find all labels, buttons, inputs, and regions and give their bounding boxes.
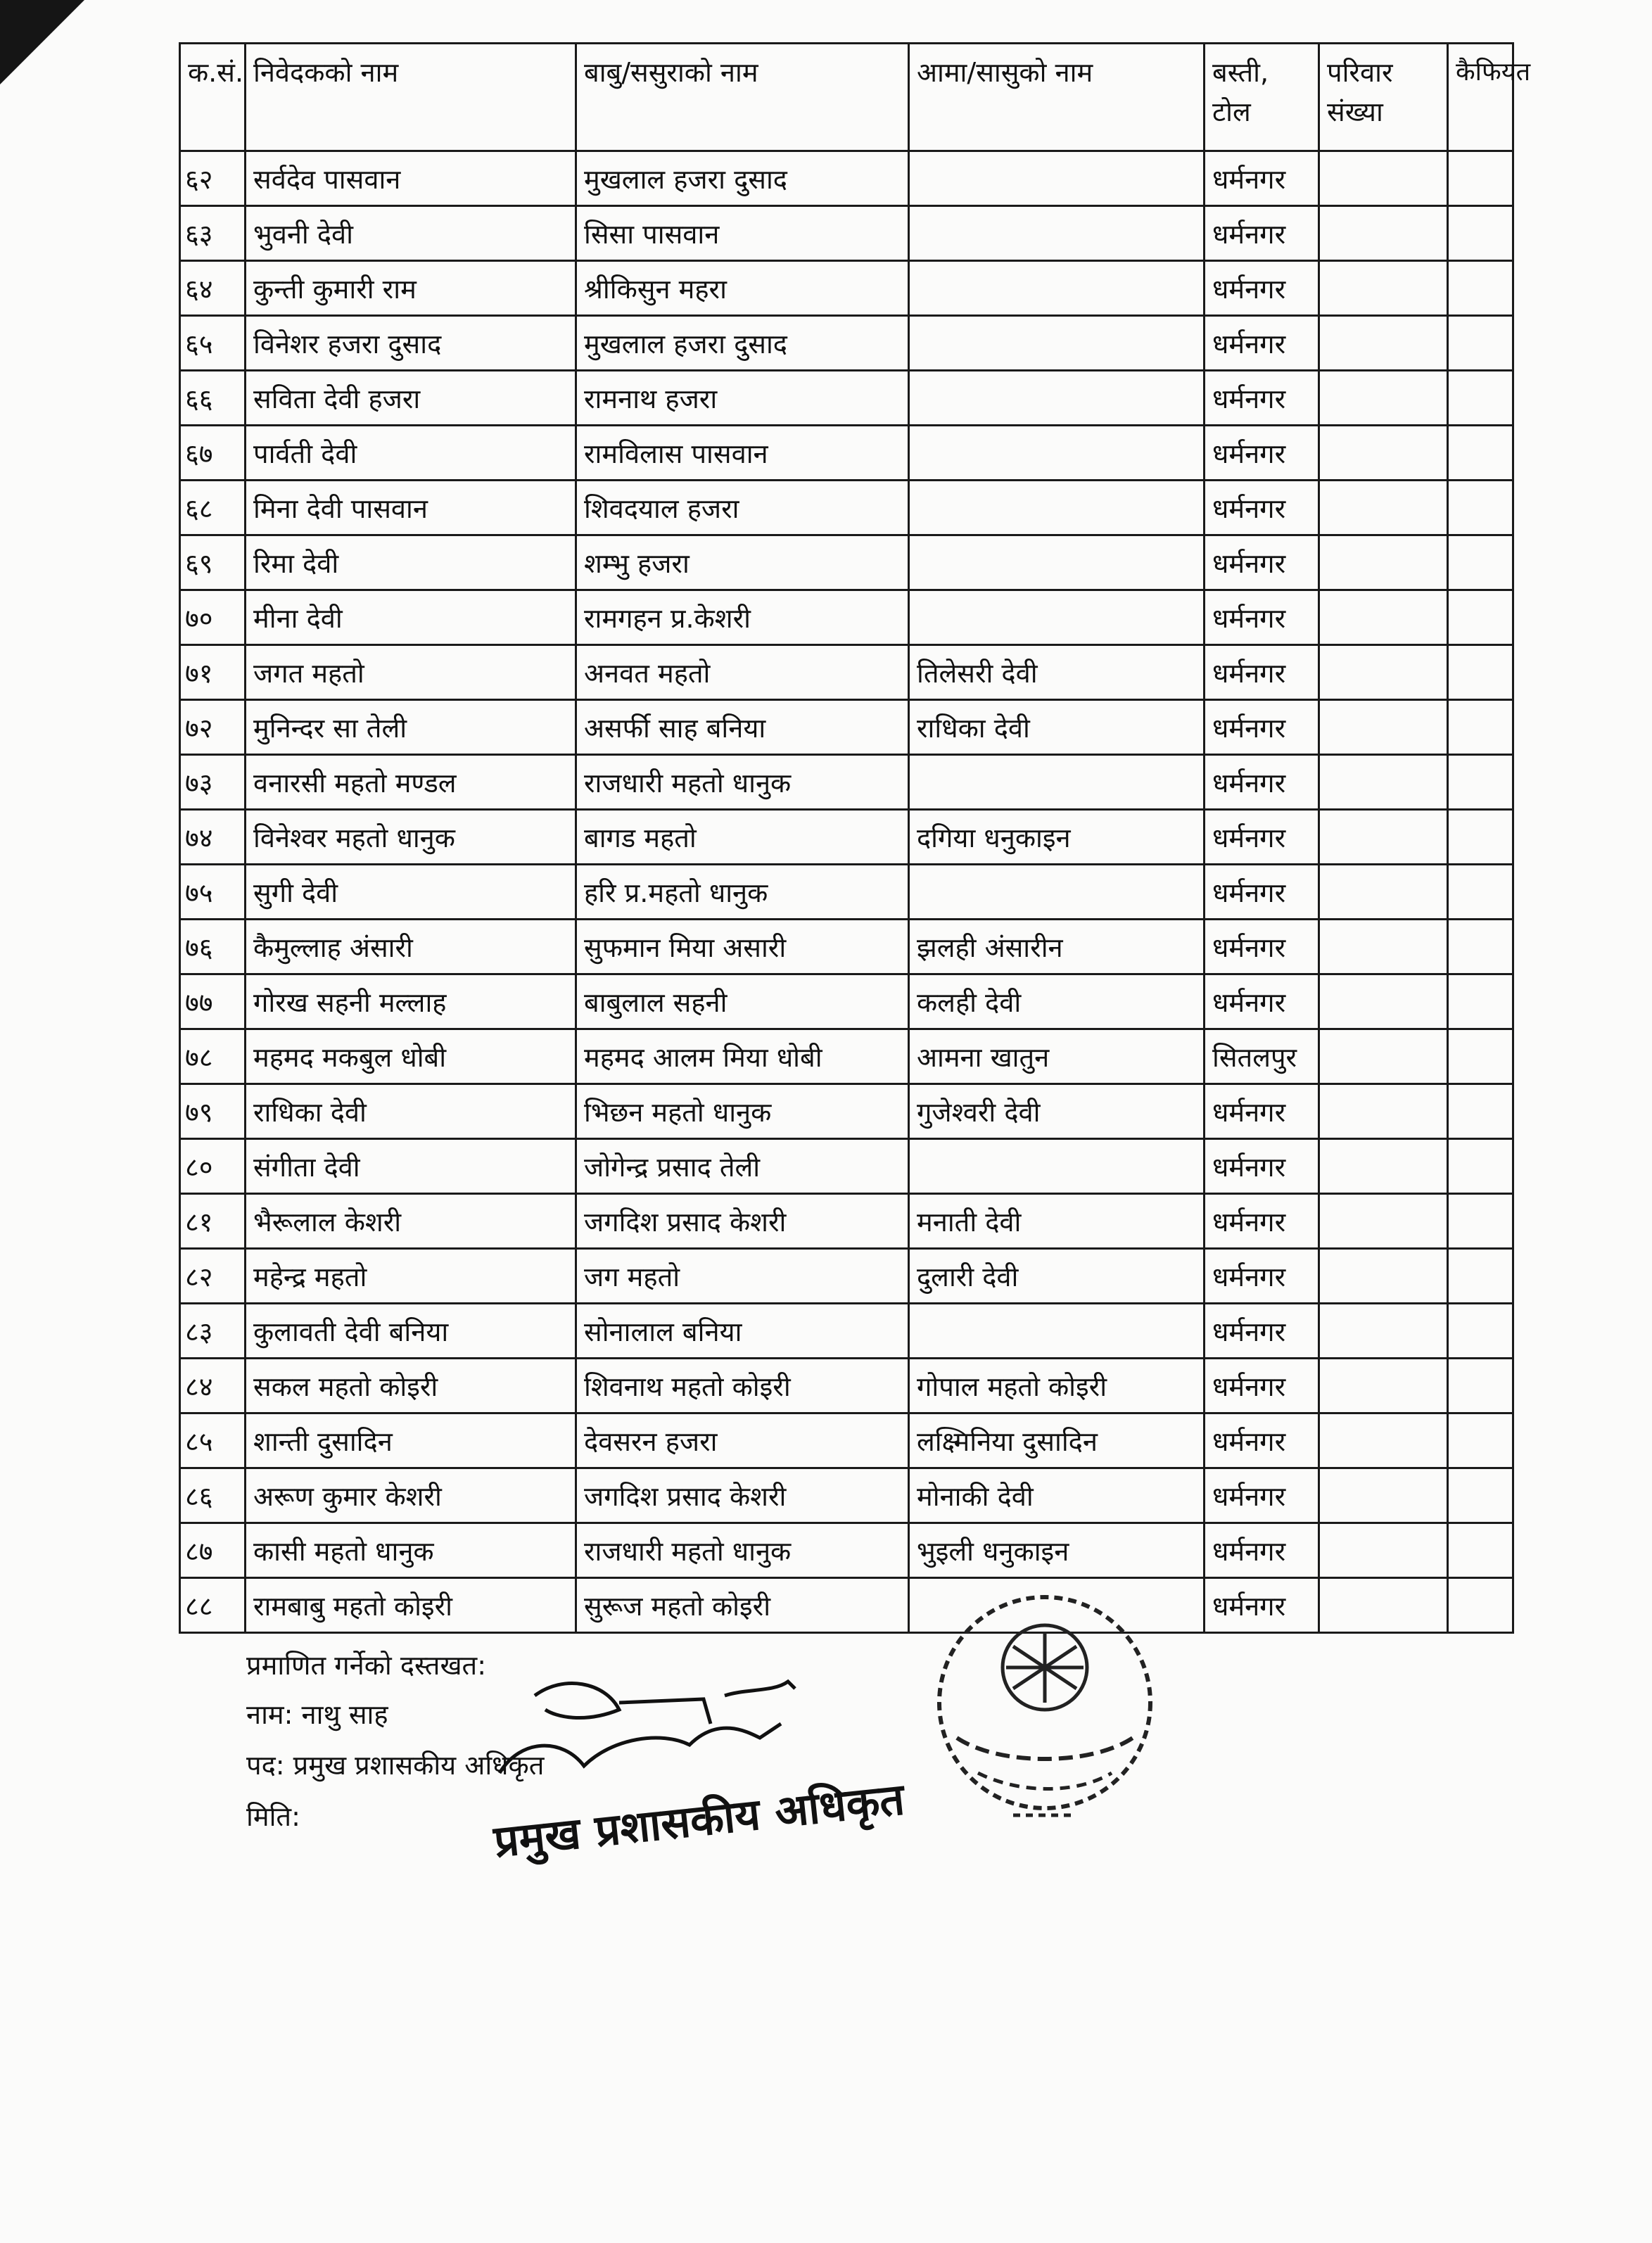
cell-mother-name: [909, 865, 1205, 920]
cell-serial: ६६: [180, 371, 246, 426]
cell-settlement: धर्मनगर: [1205, 1249, 1319, 1304]
certifier-post: पद: प्रमुख प्रशासकीय अधिकृत: [246, 1750, 545, 1781]
cell-mother-name: [909, 151, 1205, 206]
cell-remarks: [1448, 920, 1513, 974]
cell-serial: ६५: [180, 316, 246, 371]
cell-family-size: [1319, 481, 1448, 535]
cell-serial: ७२: [180, 700, 246, 755]
table-row: [180, 1139, 1513, 1194]
cell-remarks: [1448, 1468, 1513, 1523]
cell-settlement: धर्मनगर: [1205, 1084, 1319, 1139]
cell-family-size: [1319, 865, 1448, 920]
cell-remarks: [1448, 316, 1513, 371]
cell-settlement: धर्मनगर: [1205, 481, 1319, 535]
cell-applicant-name: भैरूलाल केशरी: [246, 1194, 576, 1249]
table-row: [180, 920, 1513, 974]
table-row: [180, 974, 1513, 1029]
cell-father-name: मुखलाल हजरा दुसाद: [576, 151, 909, 206]
cell-family-size: [1319, 645, 1448, 700]
table-row: [180, 1194, 1513, 1249]
cell-mother-name: राधिका देवी: [909, 700, 1205, 755]
cell-settlement: धर्मनगर: [1205, 261, 1319, 316]
cell-mother-name: [909, 590, 1205, 645]
cell-family-size: [1319, 1249, 1448, 1304]
cell-settlement: धर्मनगर: [1205, 920, 1319, 974]
cell-applicant-name: संगीता देवी: [246, 1139, 576, 1194]
cell-father-name: महमद आलम मिया धोबी: [576, 1029, 909, 1084]
header-settlement: बस्ती, टोल: [1205, 44, 1319, 151]
cell-serial: ७८: [180, 1029, 246, 1084]
cell-serial: ८८: [180, 1578, 246, 1633]
cell-settlement: सितलपुर: [1205, 1029, 1319, 1084]
cell-applicant-name: सकल महतो कोइरी: [246, 1359, 576, 1413]
cell-serial: ८३: [180, 1304, 246, 1359]
cell-remarks: [1448, 974, 1513, 1029]
cell-settlement: धर्मनगर: [1205, 1359, 1319, 1413]
cell-family-size: [1319, 1304, 1448, 1359]
cell-remarks: [1448, 1304, 1513, 1359]
cell-father-name: रामनाथ हजरा: [576, 371, 909, 426]
cell-serial: ६७: [180, 426, 246, 481]
cell-father-name: देवसरन हजरा: [576, 1413, 909, 1468]
cell-serial: ७१: [180, 645, 246, 700]
cell-father-name: जोगेन्द्र प्रसाद तेली: [576, 1139, 909, 1194]
cell-serial: ७९: [180, 1084, 246, 1139]
cell-remarks: [1448, 700, 1513, 755]
cell-remarks: [1448, 481, 1513, 535]
cell-remarks: [1448, 590, 1513, 645]
cell-serial: ७७: [180, 974, 246, 1029]
cell-mother-name: गुजेश्वरी देवी: [909, 1084, 1205, 1139]
cell-settlement: धर्मनगर: [1205, 700, 1319, 755]
cell-remarks: [1448, 1578, 1513, 1633]
cell-mother-name: [909, 316, 1205, 371]
officer-stamp-text: प्रमुख प्रशासकीय अधिकृत: [491, 1773, 907, 1868]
cell-father-name: भिछन महतो धानुक: [576, 1084, 909, 1139]
table-row: [180, 316, 1513, 371]
cell-applicant-name: राधिका देवी: [246, 1084, 576, 1139]
cell-applicant-name: कुलावती देवी बनिया: [246, 1304, 576, 1359]
table-row: [180, 261, 1513, 316]
cell-serial: ६४: [180, 261, 246, 316]
table-row: [180, 1523, 1513, 1578]
cell-serial: ८१: [180, 1194, 246, 1249]
table-row: [180, 1249, 1513, 1304]
cell-family-size: [1319, 1029, 1448, 1084]
cell-remarks: [1448, 755, 1513, 810]
cell-family-size: [1319, 261, 1448, 316]
cell-mother-name: आमना खातुन: [909, 1029, 1205, 1084]
cell-applicant-name: विनेशर हजरा दुसाद: [246, 316, 576, 371]
cell-family-size: [1319, 316, 1448, 371]
scan-corner-shadow: [0, 0, 84, 84]
cell-settlement: धर्मनगर: [1205, 1468, 1319, 1523]
table-row: [180, 1084, 1513, 1139]
cell-remarks: [1448, 810, 1513, 865]
cell-serial: ७४: [180, 810, 246, 865]
cell-father-name: बाबुलाल सहनी: [576, 974, 909, 1029]
cell-family-size: [1319, 810, 1448, 865]
certification-date: मिति:: [246, 1801, 300, 1832]
cell-settlement: धर्मनगर: [1205, 371, 1319, 426]
cell-remarks: [1448, 1413, 1513, 1468]
table-row: [180, 755, 1513, 810]
cell-remarks: [1448, 1194, 1513, 1249]
table-row: [180, 481, 1513, 535]
cell-father-name: मुखलाल हजरा दुसाद: [576, 316, 909, 371]
cell-remarks: [1448, 645, 1513, 700]
cell-mother-name: मनाती देवी: [909, 1194, 1205, 1249]
cell-mother-name: भुइली धनुकाइन: [909, 1523, 1205, 1578]
cell-mother-name: [909, 261, 1205, 316]
cell-mother-name: कलही देवी: [909, 974, 1205, 1029]
table-row: [180, 1468, 1513, 1523]
cell-family-size: [1319, 426, 1448, 481]
cell-remarks: [1448, 1139, 1513, 1194]
cell-serial: ८७: [180, 1523, 246, 1578]
table-row: [180, 1359, 1513, 1413]
cell-settlement: धर्मनगर: [1205, 1304, 1319, 1359]
cell-remarks: [1448, 151, 1513, 206]
cell-settlement: धर्मनगर: [1205, 590, 1319, 645]
cell-father-name: सुरूज महतो कोइरी: [576, 1578, 909, 1633]
cell-family-size: [1319, 535, 1448, 590]
table-row: [180, 700, 1513, 755]
cell-serial: ८६: [180, 1468, 246, 1523]
cell-father-name: जग महतो: [576, 1249, 909, 1304]
cell-settlement: धर्मनगर: [1205, 535, 1319, 590]
table-row: [180, 1304, 1513, 1359]
cell-settlement: धर्मनगर: [1205, 426, 1319, 481]
cell-mother-name: दगिया धनुकाइन: [909, 810, 1205, 865]
cell-father-name: शिवदयाल हजरा: [576, 481, 909, 535]
cell-father-name: जगदिश प्रसाद केशरी: [576, 1194, 909, 1249]
cell-mother-name: मोनाकी देवी: [909, 1468, 1205, 1523]
header-serial: क.सं.: [180, 44, 246, 151]
cell-family-size: [1319, 371, 1448, 426]
cell-mother-name: [909, 1304, 1205, 1359]
cell-mother-name: [909, 426, 1205, 481]
table-header-row: [180, 44, 1513, 151]
cell-applicant-name: अरूण कुमार केशरी: [246, 1468, 576, 1523]
cell-father-name: सोनालाल बनिया: [576, 1304, 909, 1359]
cell-settlement: धर्मनगर: [1205, 1139, 1319, 1194]
cell-serial: ८०: [180, 1139, 246, 1194]
cell-settlement: धर्मनगर: [1205, 1413, 1319, 1468]
cell-father-name: बागड महतो: [576, 810, 909, 865]
cell-settlement: धर्मनगर: [1205, 1523, 1319, 1578]
cell-remarks: [1448, 426, 1513, 481]
cell-family-size: [1319, 1523, 1448, 1578]
cell-remarks: [1448, 261, 1513, 316]
cell-serial: ६९: [180, 535, 246, 590]
cell-remarks: [1448, 1523, 1513, 1578]
table-row: [180, 151, 1513, 206]
table-row: [180, 645, 1513, 700]
cell-settlement: धर्मनगर: [1205, 810, 1319, 865]
cell-father-name: रामविलास पासवान: [576, 426, 909, 481]
cell-mother-name: [909, 1139, 1205, 1194]
cell-family-size: [1319, 1359, 1448, 1413]
table-row: [180, 865, 1513, 920]
cell-serial: ६२: [180, 151, 246, 206]
cell-mother-name: दुलारी देवी: [909, 1249, 1205, 1304]
cell-applicant-name: भुवनी देवी: [246, 206, 576, 261]
cell-father-name: असर्फी साह बनिया: [576, 700, 909, 755]
cell-serial: ८२: [180, 1249, 246, 1304]
table-row: [180, 1413, 1513, 1468]
cell-remarks: [1448, 371, 1513, 426]
cell-serial: ७६: [180, 920, 246, 974]
cell-family-size: [1319, 590, 1448, 645]
cell-family-size: [1319, 920, 1448, 974]
header-remarks: कैफियत: [1448, 44, 1513, 151]
cell-father-name: जगदिश प्रसाद केशरी: [576, 1468, 909, 1523]
cell-family-size: [1319, 1139, 1448, 1194]
applicant-table: [179, 42, 1531, 1634]
cell-serial: ८४: [180, 1359, 246, 1413]
cell-settlement: धर्मनगर: [1205, 1578, 1319, 1633]
cell-applicant-name: सर्वदेव पासवान: [246, 151, 576, 206]
cell-applicant-name: शान्ती दुसादिन: [246, 1413, 576, 1468]
cell-applicant-name: जगत महतो: [246, 645, 576, 700]
cell-family-size: [1319, 1468, 1448, 1523]
cell-applicant-name: मीना देवी: [246, 590, 576, 645]
cell-father-name: राजधारी महतो धानुक: [576, 1523, 909, 1578]
cell-family-size: [1319, 151, 1448, 206]
cell-applicant-name: मुनिन्दर सा तेली: [246, 700, 576, 755]
cell-settlement: धर्मनगर: [1205, 316, 1319, 371]
certifier-name: नाम: नाथु साह: [246, 1699, 388, 1730]
cell-applicant-name: कासी महतो धानुक: [246, 1523, 576, 1578]
cell-father-name: सुफमान मिया असारी: [576, 920, 909, 974]
header-father-name: बाबु/ससुराको नाम: [576, 44, 909, 151]
cell-remarks: [1448, 1359, 1513, 1413]
cell-remarks: [1448, 865, 1513, 920]
cell-applicant-name: रिमा देवी: [246, 535, 576, 590]
cell-mother-name: लक्ष्मिनिया दुसादिन: [909, 1413, 1205, 1468]
cell-remarks: [1448, 535, 1513, 590]
cell-serial: ७०: [180, 590, 246, 645]
cell-settlement: धर्मनगर: [1205, 755, 1319, 810]
cell-applicant-name: वनारसी महतो मण्डल: [246, 755, 576, 810]
official-seal: [915, 1583, 1175, 1864]
cell-settlement: धर्मनगर: [1205, 865, 1319, 920]
cell-serial: ७५: [180, 865, 246, 920]
header-mother-name: आमा/सासुको नाम: [909, 44, 1205, 151]
cell-mother-name: गोपाल महतो कोइरी: [909, 1359, 1205, 1413]
table-row: [180, 1578, 1513, 1633]
cell-settlement: धर्मनगर: [1205, 151, 1319, 206]
cell-father-name: राजधारी महतो धानुक: [576, 755, 909, 810]
cell-mother-name: [909, 755, 1205, 810]
cell-mother-name: [909, 481, 1205, 535]
cell-settlement: धर्मनगर: [1205, 645, 1319, 700]
cell-family-size: [1319, 1578, 1448, 1633]
cell-serial: ६३: [180, 206, 246, 261]
header-applicant-name: निवेदकको नाम: [246, 44, 576, 151]
cell-father-name: अनवत महतो: [576, 645, 909, 700]
cell-father-name: रामगहन प्र.केशरी: [576, 590, 909, 645]
cell-settlement: धर्मनगर: [1205, 974, 1319, 1029]
cell-serial: ७३: [180, 755, 246, 810]
cell-serial: ८५: [180, 1413, 246, 1468]
cell-mother-name: [909, 371, 1205, 426]
cell-father-name: श्रीकिसुन महरा: [576, 261, 909, 316]
cell-family-size: [1319, 700, 1448, 755]
signature-label: प्रमाणित गर्नेको दस्तखत:: [246, 1650, 486, 1681]
cell-applicant-name: सविता देवी हजरा: [246, 371, 576, 426]
cell-applicant-name: कैमुल्लाह अंसारी: [246, 920, 576, 974]
cell-family-size: [1319, 755, 1448, 810]
table-row: [180, 1029, 1513, 1084]
cell-mother-name: तिलेसरी देवी: [909, 645, 1205, 700]
cell-family-size: [1319, 974, 1448, 1029]
cell-applicant-name: पार्वती देवी: [246, 426, 576, 481]
cell-remarks: [1448, 1029, 1513, 1084]
cell-applicant-name: सुगी देवी: [246, 865, 576, 920]
cell-applicant-name: महेन्द्र महतो: [246, 1249, 576, 1304]
cell-father-name: हरि प्र.महतो धानुक: [576, 865, 909, 920]
cell-mother-name: [909, 206, 1205, 261]
cell-father-name: शिवनाथ महतो कोइरी: [576, 1359, 909, 1413]
cell-family-size: [1319, 1194, 1448, 1249]
table-row: [180, 206, 1513, 261]
cell-applicant-name: विनेश्वर महतो धानुक: [246, 810, 576, 865]
cell-settlement: धर्मनगर: [1205, 206, 1319, 261]
handwritten-signature: [478, 1632, 907, 1868]
cell-mother-name: [909, 535, 1205, 590]
cell-serial: ६८: [180, 481, 246, 535]
cell-applicant-name: कुन्ती कुमारी राम: [246, 261, 576, 316]
cell-remarks: [1448, 1084, 1513, 1139]
table-row: [180, 810, 1513, 865]
cell-family-size: [1319, 206, 1448, 261]
table-row: [180, 371, 1513, 426]
cell-family-size: [1319, 1413, 1448, 1468]
table-row: [180, 426, 1513, 481]
cell-applicant-name: महमद मकबुल धोबी: [246, 1029, 576, 1084]
cell-family-size: [1319, 1084, 1448, 1139]
cell-applicant-name: गोरख सहनी मल्लाह: [246, 974, 576, 1029]
cell-father-name: शम्भु हजरा: [576, 535, 909, 590]
cell-remarks: [1448, 206, 1513, 261]
cell-mother-name: झलही अंसारीन: [909, 920, 1205, 974]
cell-applicant-name: रामबाबु महतो कोइरी: [246, 1578, 576, 1633]
header-family-size: परिवार संख्या: [1319, 44, 1448, 151]
cell-applicant-name: मिना देवी पासवान: [246, 481, 576, 535]
cell-remarks: [1448, 1249, 1513, 1304]
table-row: [180, 590, 1513, 645]
cell-settlement: धर्मनगर: [1205, 1194, 1319, 1249]
cell-father-name: सिसा पासवान: [576, 206, 909, 261]
table-row: [180, 535, 1513, 590]
